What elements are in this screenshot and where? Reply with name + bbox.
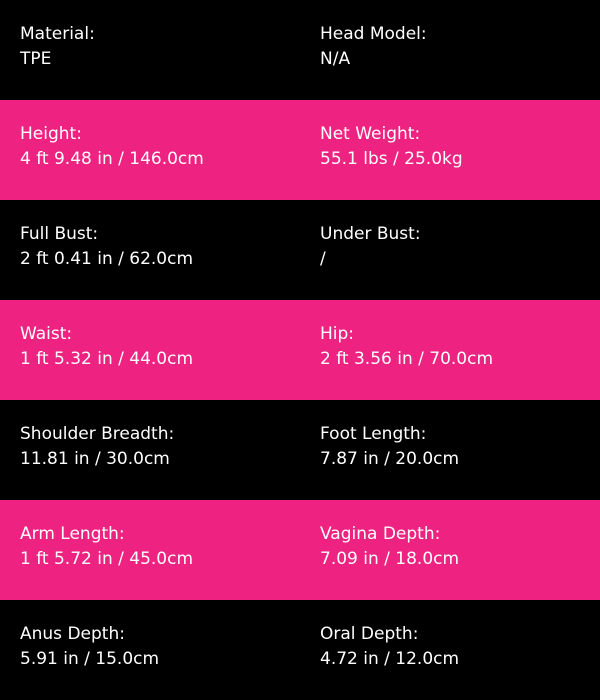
spec-row-shoulder-foot — [0, 400, 600, 500]
spec-cell-material — [0, 0, 300, 100]
spec-cell-height — [0, 100, 300, 200]
spec-row-bust — [0, 200, 600, 300]
spec-value: TPE — [20, 49, 52, 69]
spec-label: Shoulder Breadth: — [20, 424, 175, 444]
spec-row-material — [0, 0, 600, 100]
spec-value: N/A — [320, 49, 351, 69]
spec-cell-under-bust — [300, 200, 600, 300]
spec-cell-hip — [300, 300, 600, 400]
spec-value: 4.72 in / 12.0cm — [320, 649, 460, 669]
spec-row-waist-hip — [0, 300, 600, 400]
spec-label: Net Weight: — [320, 124, 421, 144]
spec-value: 1 ft 5.72 in / 45.0cm — [20, 549, 194, 569]
spec-label: Waist: — [20, 324, 73, 344]
spec-cell-full-bust — [0, 200, 300, 300]
spec-value: 11.81 in / 30.0cm — [20, 449, 170, 469]
spec-value: 2 ft 0.41 in / 62.0cm — [20, 249, 194, 269]
spec-label: Material: — [20, 24, 95, 44]
spec-value: 7.09 in / 18.0cm — [320, 549, 460, 569]
spec-label: Foot Length: — [320, 424, 427, 444]
spec-row-arm-vagina — [0, 500, 600, 600]
spec-label: Arm Length: — [20, 524, 125, 544]
spec-cell-net-weight — [300, 100, 600, 200]
spec-value: 55.1 lbs / 25.0kg — [320, 149, 463, 169]
spec-cell-shoulder-breadth — [0, 400, 300, 500]
spec-cell-foot-length — [300, 400, 600, 500]
spec-label: Under Bust: — [320, 224, 421, 244]
spec-value: 1 ft 5.32 in / 44.0cm — [20, 349, 194, 369]
spec-row-height — [0, 100, 600, 200]
spec-label: Height: — [20, 124, 82, 144]
spec-value: / — [320, 249, 326, 269]
spec-cell-vagina-depth — [300, 500, 600, 600]
spec-label: Hip: — [320, 324, 355, 344]
spec-label: Head Model: — [320, 24, 427, 44]
spec-value: 7.87 in / 20.0cm — [320, 449, 460, 469]
spec-cell-oral-depth — [300, 600, 600, 700]
spec-cell-waist — [0, 300, 300, 400]
spec-value: 5.91 in / 15.0cm — [20, 649, 160, 669]
spec-row-anus-oral — [0, 600, 600, 700]
spec-label: Vagina Depth: — [320, 524, 441, 544]
spec-value: 2 ft 3.56 in / 70.0cm — [320, 349, 494, 369]
spec-cell-anus-depth — [0, 600, 300, 700]
spec-value: 4 ft 9.48 in / 146.0cm — [20, 149, 204, 169]
spec-label: Anus Depth: — [20, 624, 125, 644]
spec-label: Full Bust: — [20, 224, 99, 244]
spec-cell-arm-length — [0, 500, 300, 600]
spec-cell-head-model — [300, 0, 600, 100]
spec-label: Oral Depth: — [320, 624, 419, 644]
